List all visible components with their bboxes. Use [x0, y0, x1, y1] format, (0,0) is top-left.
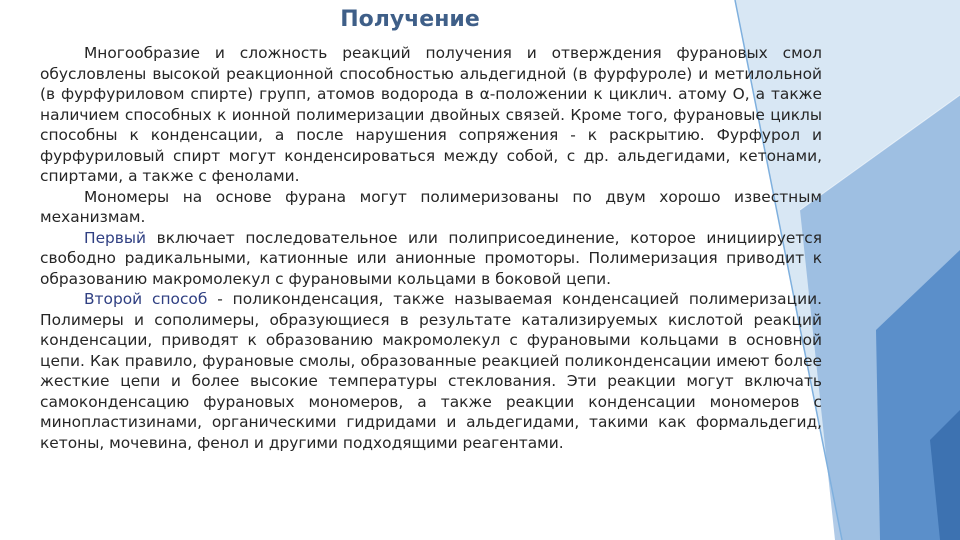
- slide-body: [40, 43, 822, 453]
- paragraph-intro-text: Многообразие и сложность реакций получения и отверждения фурановых смол обусловлены высокой реакционной способностью альдегидной (в фурфуроле) и метилольной (в фурфуриловом спирте) групп, атомов водорода в α-положении к циклич. атому O, а также наличием способных к ионной полимеризации двойных связей. Кроме того, фурановые циклы способны к конденсации, а после нарушения сопряжения - к раскрытию. Фурфурол и фурфуриловый спирт могут конденсироваться между собой, с др. альдегидами, кетонами, спиртами, а также с фенолами.: [40, 44, 822, 185]
- paragraph-second-mechanism: [40, 289, 822, 453]
- highlight-second: Второй способ: [84, 290, 208, 308]
- paragraph-intro: [40, 43, 822, 187]
- paragraph-first-mechanism: [40, 228, 822, 290]
- paragraph-monomers-text: Мономеры на основе фурана могут полимеризованы по двум хорошо известным механизмам.: [40, 187, 822, 226]
- slide-title: Получение: [340, 7, 480, 32]
- paragraph-first-text: включает последовательное или полиприсоединение, которое инициируется свободно радикальными, катионные или анионные промоторы. Полимеризация приводит к образованию макромолекул с фурановыми кольцами в боковой цепи.: [40, 228, 822, 288]
- paragraph-monomers: [40, 187, 822, 228]
- paragraph-second-text: - поликонденсация, также называемая конденсацией полимеризации. Полимеры и сополимеры, образующиеся в результате катализируемых кислотой реакций конденсации, приводят к образованию макромолекул с фурановыми кольцами в основной цепи. Как правило, фурановые смолы, образованные реакцией поликонденсации имеют более жесткие цепи и более высокие температуры стеклования. Эти реакции могут включать самоконденсацию фурановых мономеров, а также реакции конденсации мономеров с минопластизинами, органическими гидридами и альдегидами, такими как формальдегид, кетоны, мочевина, фенол и другими подходящими реагентами.: [40, 290, 822, 452]
- highlight-first: Первый: [84, 228, 147, 247]
